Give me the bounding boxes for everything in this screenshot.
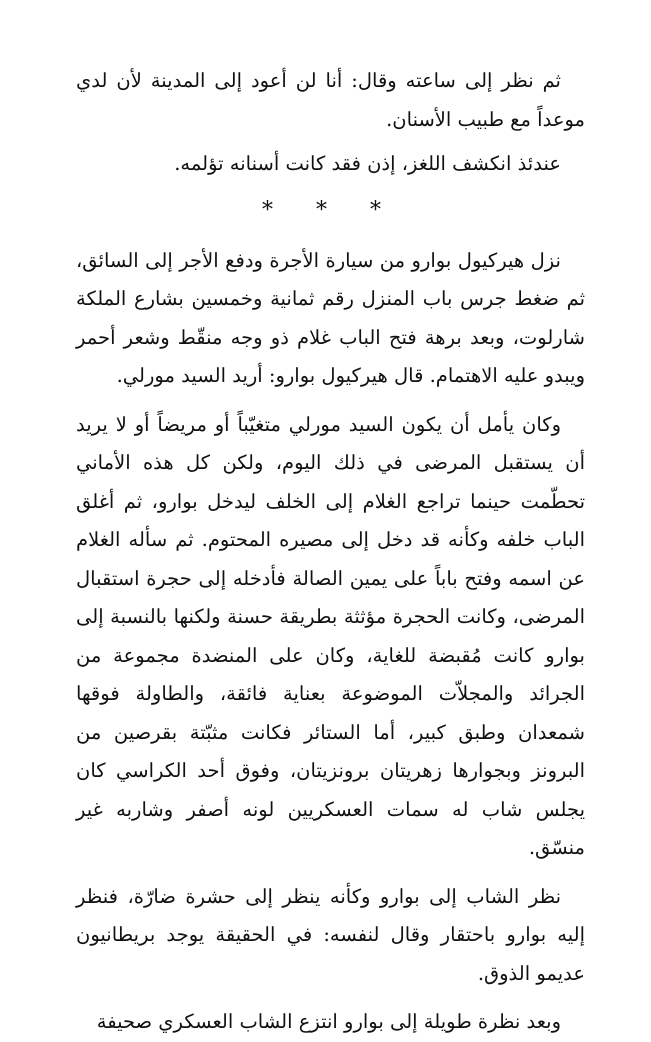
paragraph [76, 242, 585, 396]
paragraph [76, 406, 585, 868]
paragraph-text: نظر الشاب إلى بوارو وكأنه ينظر إلى حشرة ضارّة، فنظر إليه بوارو باحتقار وقال لنفسه: في الحقيقة يوجد بريطانيون عديمو الذوق. [76, 884, 585, 985]
paragraph-text: ثم نظر إلى ساعته وقال: أنا لن أعود إلى المدينة لأن لدي موعداً مع طبيب الأسنان. [76, 69, 585, 131]
paragraph-text: وبعد نظرة طويلة إلى بوارو انتزع الشاب العسكري صحيفة [96, 1010, 561, 1033]
paragraph [76, 1003, 585, 1042]
paragraph-text: وكان يأمل أن يكون السيد مورلي متغيّباً أو مريضاً أو لا يريد أن يستقبل المرضى في ذلك اليوم، ولكن كل هذه الأماني تحطّمت حينما تراجع الغلام إلى الخلف ليدخل بوارو، ثم أغلق الباب خلفه وكأنه قد دخل إلى مصيره المحتوم. ثم سأله الغلام عن اسمه وفتح باباً على يمين الصالة فأدخله إلى حجرة استقبال المرضى، وكانت الحجرة مؤثثة بطريقة حسنة ولكنها بالنسبة إلى بوارو كانت مُقبضة للغاية، وكان على المنضدة مجموعة من الجرائد والمجلاّت الموضوعة بعناية فائقة، والطاولة فوقها شمعدان وطبق كبير، أما الستائر فكانت مثبّتة بقرصين من البرونز وبجوارها زهريتان برونزيتان، وفوق أحد الكراسي كان يجلس شاب له سمات العسكريين لونه أصفر وشاربه غير منسّق. [76, 412, 585, 859]
section-separator: * * * [262, 197, 399, 223]
paragraph [76, 878, 585, 994]
paragraph [76, 145, 585, 184]
paragraph-text: عندئذ انكشف اللغز، إذن فقد كانت أسنانه تؤلمه. [174, 152, 561, 175]
paragraph-text: نزل هيركيول بوارو من سيارة الأجرة ودفع الأجر إلى السائق، ثم ضغط جرس باب المنزل رقم ثمانية وخمسين بشارع الملكة شارلوت، وبعد برهة فتح الباب غلام ذو وجه منقّط وشعر أحمر ويبدو عليه الاهتمام. قال هيركيول بوارو: أريد السيد مورلي. [76, 248, 585, 387]
paragraph [76, 62, 585, 139]
